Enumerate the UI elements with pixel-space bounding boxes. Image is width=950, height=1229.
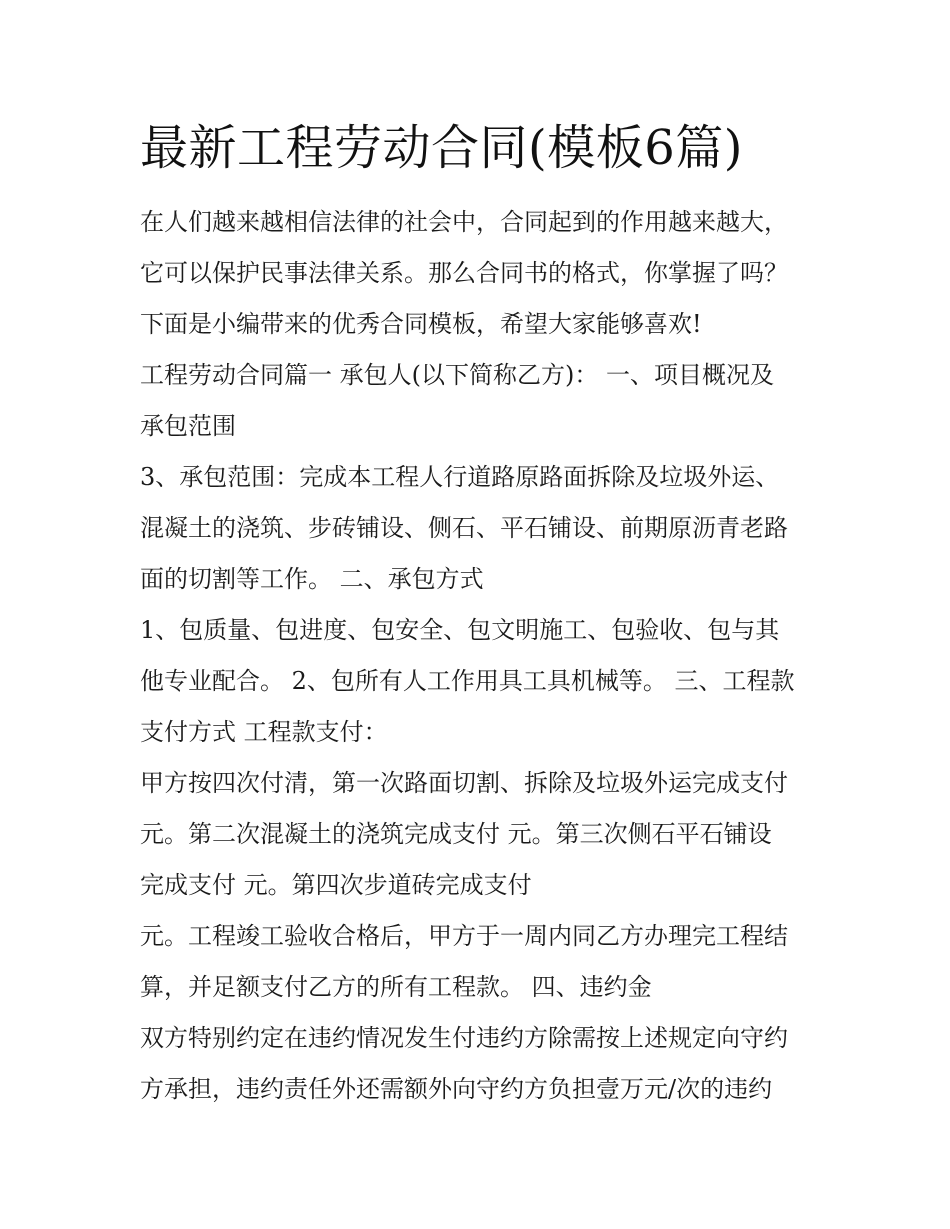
body-line: 混凝土的浇筑、步砖铺设、侧石、平石铺设、前期原沥青老路 xyxy=(140,514,788,542)
body-line: 元。工程竣工验收合格后，甲方于一周内同乙方办理完工程结 xyxy=(140,922,788,950)
body-line: 支付方式 工程款支付： xyxy=(140,718,388,746)
body-line: 它可以保护民事法律关系。那么合同书的格式，你掌握了吗？ xyxy=(140,259,788,287)
body-line: 下面是小编带来的优秀合同模板，希望大家能够喜欢! xyxy=(140,310,702,338)
body-line: 工程劳动合同篇一 承包人(以下简称乙方)： 一、项目概况及 xyxy=(140,361,774,389)
body-line: 完成支付 元。第四次步道砖完成支付 xyxy=(140,871,532,899)
body-line: 3、承包范围：完成本工程人行道路原路面拆除及垃圾外运、 xyxy=(140,463,780,491)
body-line: 1、包质量、包进度、包安全、包文明施工、包验收、包与其 xyxy=(140,616,780,644)
body-line: 在人们越来越相信法律的社会中，合同起到的作用越来越大， xyxy=(140,208,788,236)
body-line: 方承担，违约责任外还需额外向守约方负担壹万元/次的违约 xyxy=(140,1075,773,1103)
body-line: 算，并足额支付乙方的所有工程款。 四、违约金 xyxy=(140,973,652,1001)
body-line: 他专业配合。 2、包所有人工作用具工具机械等。 三、工程款 xyxy=(140,667,795,695)
body-line: 承包范围 xyxy=(140,412,236,440)
body-line: 面的切割等工作。 二、承包方式 xyxy=(140,565,484,593)
body-line: 元。第二次混凝土的浇筑完成支付 元。第三次侧石平石铺设 xyxy=(140,820,772,848)
body-line: 双方特别约定在违约情况发生付违约方除需按上述规定向守约 xyxy=(140,1024,788,1052)
body-line: 甲方按四次付清，第一次路面切割、拆除及垃圾外运完成支付 xyxy=(140,769,788,797)
document-title: 最新工程劳动合同(模板6篇) xyxy=(140,120,743,176)
